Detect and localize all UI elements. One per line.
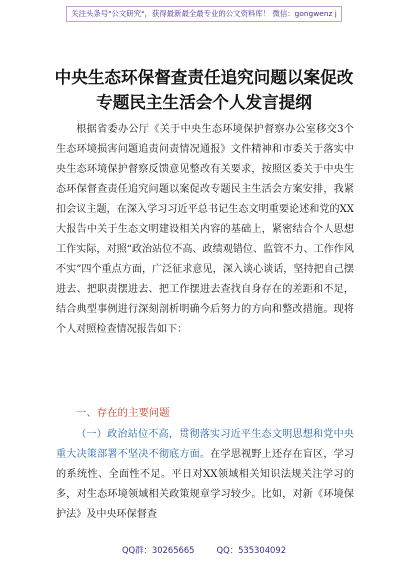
paragraph-intro: 根据省委办公厅《关于中央生态环境保护督察办公室移交3个生态环境损害问题追责问责情况通报》文件精神和市委关于落实中央生态环境保护督察反馈意见整改有关要求，按照区委关于中央生态环保督查责任追究问题以案促改专题民主生活会方案安排，我紧扣会议主题，在深入学习习近平总书记生态文明重要论述和党的XX大报告中关于生态文明建设相关内容的基础上，紧密结合个人思想工作实际，对照“政治站位不高、政绩观错位、监管不力、工作作风不实”四个重点方面，广泛征求意见，深入谈心谈话，坚持把自己摆进去、把职责摆进去、把工作摆进去查找自身存在的差距和不足，结合典型事例进行深刻剖析明确今后努力的方向和整改措施。现将个人对照检查情况报告如下：	[56, 124, 354, 335]
document-title-line1: 中央生态环保督查责任追究问题以案促改	[54, 68, 354, 87]
footer	[0, 544, 408, 556]
footer-qq-group: QQ群：30265665	[121, 545, 195, 555]
paragraph-subsection-1-text: 在学思视野上还存在盲区，学习的系统性、全面性不足。平日对XX领域相关知识法规关注学习的多，对生态环境领域相关政策规章学习较少。比如，对新《环境保护法》及中央环保督查	[56, 449, 355, 520]
top-banner	[66, 6, 342, 22]
paragraph-subsection-1	[56, 425, 354, 525]
footer-qq: QQ：535304092	[216, 545, 287, 555]
document-title-line2: 专题民主生活会个人发言提纲	[96, 93, 312, 112]
banner-text: 关注头条号"公文研究"，获得最新最全最专业的公文资料库！ 微信：gongwenz j	[71, 9, 337, 18]
section-heading-problems: 一、存在的主要问题	[76, 407, 170, 419]
subsection-heading-1: （一）政治站位不高，贯彻落实习近平生态文明思想和党中央重大决策部署不坚决不彻底方面。	[56, 429, 354, 460]
